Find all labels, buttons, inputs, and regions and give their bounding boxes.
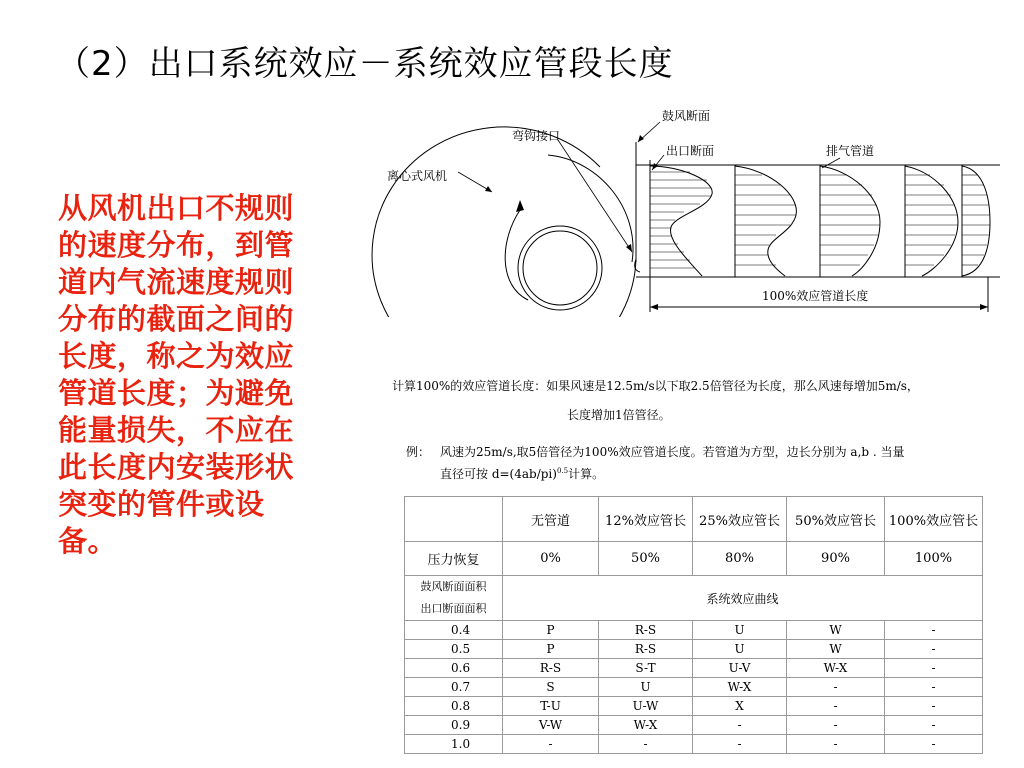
example-exponent: 0.5 bbox=[556, 467, 569, 475]
table-header-cell: 100%效应管长 bbox=[885, 497, 983, 542]
table-cell: - bbox=[885, 735, 983, 754]
pressure-recovery-row bbox=[405, 542, 983, 576]
table-row bbox=[405, 716, 983, 735]
pressure-value: 80% bbox=[693, 542, 787, 576]
table-row bbox=[405, 659, 983, 678]
table-row bbox=[405, 735, 983, 754]
fan-duct-diagram bbox=[370, 95, 1010, 317]
flow-arrow-icon bbox=[516, 200, 524, 212]
definition-text: 从风机出口不规则的速度分布，到管道内气流速度规则分布的截面之间的长度，称之为效应管道长度；为避免能量损失，不应在此长度内安装形状突变的管件或设备。 bbox=[58, 191, 295, 558]
table-row bbox=[405, 678, 983, 697]
table-cell: P bbox=[503, 621, 599, 640]
label-blast-section: 鼓风断面 bbox=[662, 109, 711, 123]
ratio-cell: 0.9 bbox=[405, 716, 503, 735]
table-row bbox=[405, 697, 983, 716]
velocity-profile-1 bbox=[650, 166, 712, 276]
area-ratio-header-row bbox=[405, 576, 983, 621]
table-cell: - bbox=[599, 735, 693, 754]
velocity-profile-4 bbox=[905, 165, 958, 277]
fan-volute-inner bbox=[548, 155, 633, 262]
pressure-label: 压力恢复 bbox=[405, 542, 503, 576]
table-cell: - bbox=[885, 640, 983, 659]
area-ratio-bottom: 出口断面面积 bbox=[420, 602, 487, 615]
table-header-cell: 无管道 bbox=[503, 497, 599, 542]
example-label: 例： bbox=[406, 445, 431, 459]
ratio-cell: 1.0 bbox=[405, 735, 503, 754]
calc-line-2: 长度增加1倍管径。 bbox=[567, 408, 671, 422]
table-cell: - bbox=[885, 716, 983, 735]
table-cell: W bbox=[787, 640, 885, 659]
label-outlet-section: 出口断面 bbox=[666, 144, 715, 158]
fan-wheel-outer bbox=[518, 226, 602, 310]
table-header-cell: 50%效应管长 bbox=[787, 497, 885, 542]
table-cell: W bbox=[787, 621, 885, 640]
table-cell: X bbox=[693, 697, 787, 716]
table-cell: R-S bbox=[599, 621, 693, 640]
table-cell: R-S bbox=[503, 659, 599, 678]
ratio-cell: 0.5 bbox=[405, 640, 503, 659]
example-formula-end: 计算。 bbox=[568, 467, 605, 481]
label-effective-length: 100%效应管道长度 bbox=[762, 289, 869, 303]
table-cell: - bbox=[885, 659, 983, 678]
pressure-value: 50% bbox=[599, 542, 693, 576]
table-row bbox=[405, 621, 983, 640]
area-ratio-label bbox=[405, 576, 503, 621]
pressure-value: 90% bbox=[787, 542, 885, 576]
table-header-cell: 25%效应管长 bbox=[693, 497, 787, 542]
table-header-cell: 12%效应管长 bbox=[599, 497, 693, 542]
table-cell: S-T bbox=[599, 659, 693, 678]
calc-line-1: 计算100%的效应管道长度：如果风速是12.5m/s以下取2.5倍管径为长度，那么风速每增加5m/s， bbox=[392, 379, 919, 393]
table-cell: T-U bbox=[503, 697, 599, 716]
pressure-value: 100% bbox=[885, 542, 983, 576]
table-cell: - bbox=[693, 735, 787, 754]
table-cell: - bbox=[885, 621, 983, 640]
ratio-cell: 0.7 bbox=[405, 678, 503, 697]
table-cell: W-X bbox=[693, 678, 787, 697]
table-cell: U bbox=[693, 640, 787, 659]
ratio-cell: 0.4 bbox=[405, 621, 503, 640]
table-row bbox=[405, 640, 983, 659]
ratio-cell: 0.8 bbox=[405, 697, 503, 716]
table-cell: - bbox=[787, 678, 885, 697]
curve-label: 系统效应曲线 bbox=[503, 576, 983, 621]
dimension-arrow-right-icon bbox=[980, 304, 988, 310]
table-cell: - bbox=[787, 735, 885, 754]
table-cell: R-S bbox=[599, 640, 693, 659]
table-cell: V-W bbox=[503, 716, 599, 735]
velocity-profile-3 bbox=[820, 165, 880, 277]
table-cell: - bbox=[787, 716, 885, 735]
table-cell: U-V bbox=[693, 659, 787, 678]
table-cell: - bbox=[693, 716, 787, 735]
area-ratio-top: 鼓风断面面积 bbox=[420, 580, 487, 593]
table-header-row bbox=[405, 497, 983, 542]
system-effect-table bbox=[404, 496, 983, 754]
table-cell: - bbox=[885, 697, 983, 716]
table-cell: S bbox=[503, 678, 599, 697]
table-cell: - bbox=[885, 678, 983, 697]
table-cell: - bbox=[503, 735, 599, 754]
table-header-cell bbox=[405, 497, 503, 542]
velocity-profile-2 bbox=[735, 165, 796, 277]
label-centrifugal-fan: 离心式风机 bbox=[387, 169, 448, 183]
page-title: （2）出口系统效应－系统效应管段长度 bbox=[56, 44, 674, 84]
table-cell: U-W bbox=[599, 697, 693, 716]
label-exhaust-duct: 排气管道 bbox=[826, 144, 875, 158]
table-cell: - bbox=[787, 697, 885, 716]
label-hook-joint: 弯钩接口 bbox=[512, 129, 561, 143]
fan-wheel-inner bbox=[523, 231, 597, 305]
example-line-1: 风速为25m/s,取5倍管径为100%效应管道长度。若管道为方型，边长分别为 a,b . 当量 bbox=[440, 445, 905, 459]
table-cell: U bbox=[693, 621, 787, 640]
dimension-arrow-left-icon bbox=[650, 304, 658, 310]
pressure-value: 0% bbox=[503, 542, 599, 576]
ratio-cell: 0.6 bbox=[405, 659, 503, 678]
table-cell: P bbox=[503, 640, 599, 659]
table-cell: U bbox=[599, 678, 693, 697]
example-line-2 bbox=[440, 465, 604, 482]
table-cell: W-X bbox=[599, 716, 693, 735]
example-formula: 直径可按 d=(4ab/pi) bbox=[440, 467, 557, 481]
fan-flow-arc bbox=[505, 210, 528, 300]
table-cell: W-X bbox=[787, 659, 885, 678]
velocity-profile-5 bbox=[962, 165, 990, 277]
